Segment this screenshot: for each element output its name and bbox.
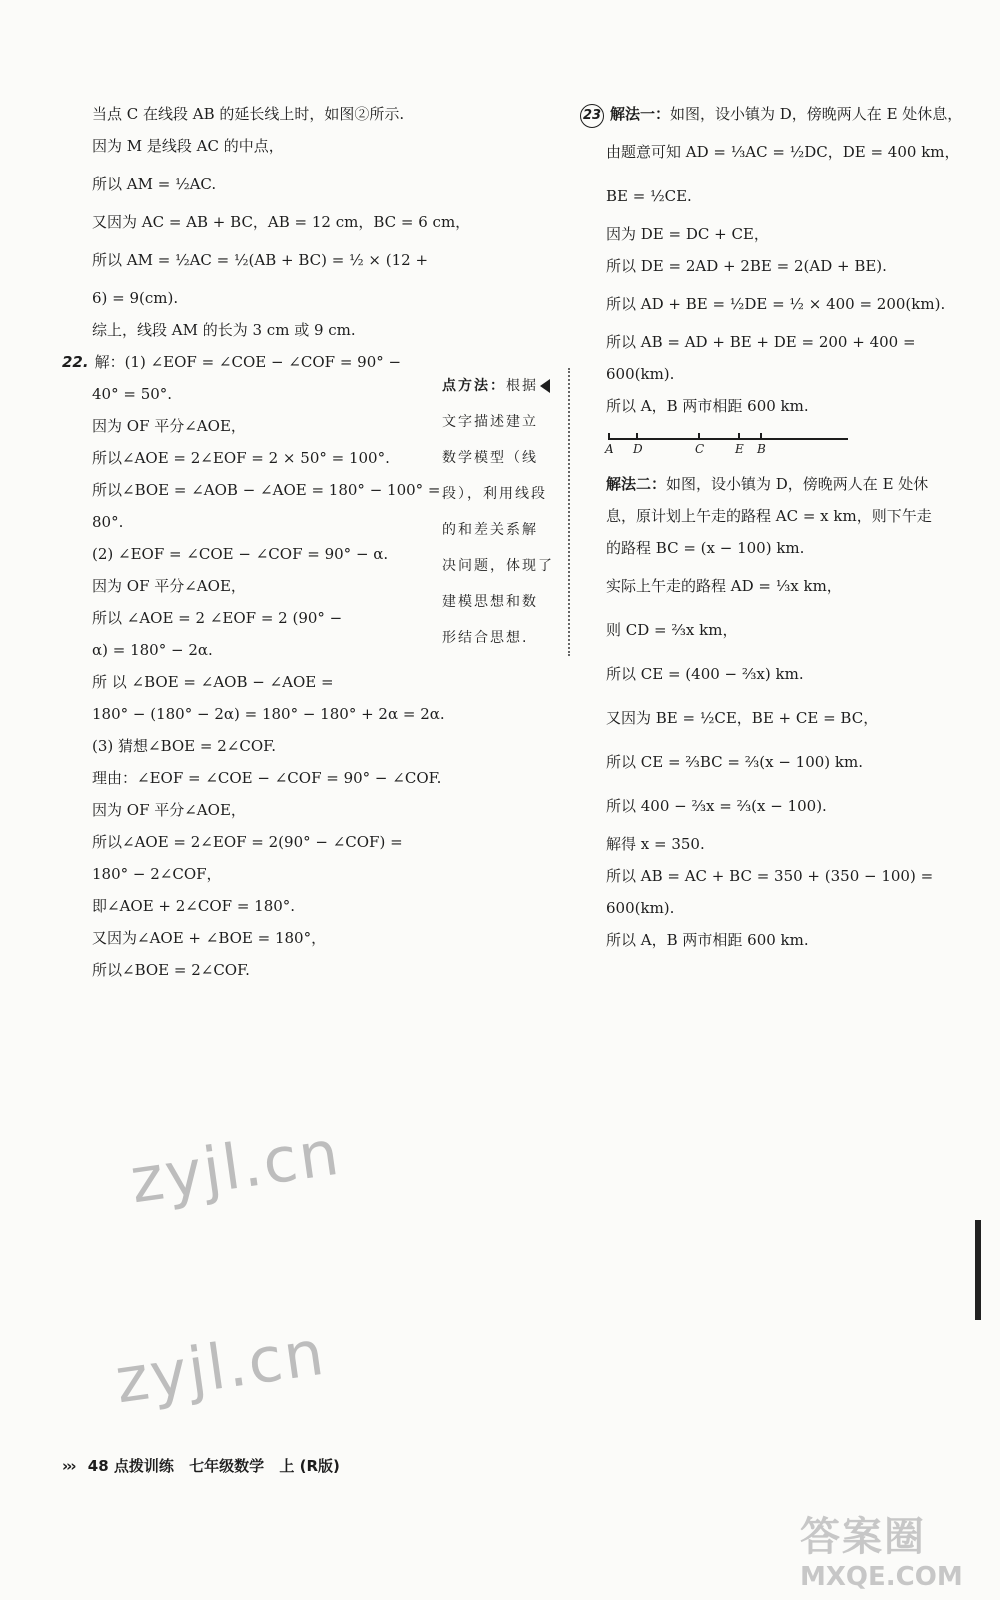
solution-line: 因为 M 是线段 AC 的中点， — [92, 137, 284, 155]
segment-point-tick — [608, 433, 610, 439]
solution-line: 解得 x = 350. — [606, 835, 705, 853]
solution-line: 又因为∠AOE + ∠BOE = 180°， — [92, 929, 327, 947]
problem-number: 22. — [62, 353, 89, 371]
solution-line: 因为 OF 平分∠AOE， — [92, 577, 246, 595]
solution-line: 所以∠BOE = 2∠COF. — [92, 961, 250, 979]
segment-point-tick — [738, 433, 740, 439]
problem-22-first-line — [62, 346, 432, 378]
solution-line: 所 以 ∠BOE = ∠AOB − ∠AOE = — [92, 673, 334, 691]
volume-label: 上 — [279, 1457, 295, 1475]
tip-line: 决问题，体现了 — [442, 558, 554, 574]
solution-line: 由题意可知 AD = ⅓AC = ½DC，DE = 400 km， — [606, 143, 960, 161]
solution-line: 所以 AB = AC + BC = 350 + (350 − 100) = — [606, 867, 934, 885]
segment-point-label: D — [633, 442, 643, 456]
solution-line: 80°. — [92, 513, 124, 531]
solution-line: 600(km). — [606, 365, 675, 383]
segment-point-label: B — [757, 442, 766, 456]
method-label: 解法一： — [610, 105, 671, 123]
solution-line: α) = 180° − 2α. — [92, 641, 213, 659]
page-edge-mark — [975, 1220, 981, 1320]
tip-line: 的和差关系解 — [442, 522, 538, 538]
segment-diagram — [605, 422, 868, 468]
solution-line: 600(km). — [606, 899, 675, 917]
solution-line: 所以 AD + BE = ½DE = ½ × 400 = 200(km). — [606, 295, 946, 313]
solution-text: 解：(1) ∠EOF = ∠COE − ∠COF = 90° − — [94, 353, 402, 371]
solution-line: 理由：∠EOF = ∠COE − ∠COF = 90° − ∠COF. — [92, 769, 442, 787]
solution-line: 所以∠AOE = 2∠EOF = 2 × 50° = 100°. — [92, 449, 390, 467]
segment-point-label: C — [695, 442, 705, 456]
page-number: 48 — [87, 1457, 109, 1475]
solution-line: 综上，线段 AM 的长为 3 cm 或 9 cm. — [92, 321, 356, 339]
watermark-text: zyjl.cn — [125, 1115, 345, 1218]
solution-line: (3) 猜想∠BOE = 2∠COF. — [92, 737, 276, 755]
segment-point-tick — [636, 433, 638, 439]
tip-line: 建模思想和数 — [442, 594, 538, 610]
solution-line: 180° − 2∠COF， — [92, 865, 222, 883]
solution-line: 所以 DE = 2AD + 2BE = 2(AD + BE). — [606, 257, 887, 275]
solution-line: 所以 A，B 两市相距 600 km. — [606, 931, 809, 949]
tip-line: 根据 — [506, 378, 538, 394]
segment-line — [608, 438, 848, 440]
solution-line: 所以 400 − ⅔x = ⅔(x − 100). — [606, 797, 827, 815]
solution-line: 40° = 50°. — [92, 385, 173, 403]
method-2-first-line — [580, 468, 958, 500]
solution-line: 所以 AM = ½AC. — [92, 175, 217, 193]
method-label: 解法二： — [606, 475, 667, 493]
segment-point-tick — [760, 433, 762, 439]
solution-line: 所以 ∠AOE = 2 ∠EOF = 2 (90° − — [92, 609, 343, 627]
solution-line: 当点 C 在线段 AB 的延长线上时，如图②所示. — [92, 105, 405, 123]
solution-line: 又因为 AC = AB + BC，AB = 12 cm，BC = 6 cm， — [92, 213, 471, 231]
method-tip-box — [442, 368, 570, 656]
book-title: 点拨训练 — [113, 1457, 174, 1475]
solution-line: 因为 OF 平分∠AOE， — [92, 801, 246, 819]
solution-line: (2) ∠EOF = ∠COE − ∠COF = 90° − α. — [92, 545, 389, 563]
solution-line: 所以 AM = ½AC = ½(AB + BC) = ½ × (12 + — [92, 251, 429, 269]
solution-line: 息，原计划上午走的路程 AC = x km，则下午走 — [606, 507, 932, 525]
segment-point-tick — [698, 433, 700, 439]
solution-line: 因为 DE = DC + CE， — [606, 225, 769, 243]
page-footer — [62, 1455, 340, 1476]
solution-text: 如图，设小镇为 D，傍晚两人在 E 处休息， — [670, 105, 963, 123]
tip-line: 文字描述建立 — [442, 414, 538, 430]
right-column — [580, 98, 963, 956]
logo-cn-text: 答案圈 — [800, 1514, 926, 1560]
segment-point-label: A — [605, 442, 614, 456]
left-column — [62, 98, 471, 986]
solution-line: 的路程 BC = (x − 100) km. — [606, 539, 805, 557]
chevrons-icon: ››› — [62, 1457, 75, 1475]
triangle-pointer-icon — [540, 379, 550, 393]
watermark-text: zyjl.cn — [110, 1315, 330, 1418]
segment-point-label: E — [735, 442, 744, 456]
logo-en-text: MXQE.COM — [800, 1562, 963, 1592]
site-logo-watermark — [800, 1505, 990, 1592]
solution-line: 实际上午走的路程 AD = ⅓x km， — [606, 577, 842, 595]
grade-label: 七年级数学 — [189, 1457, 265, 1475]
solution-line: 所以 CE = (400 − ⅔x) km. — [606, 665, 804, 683]
solution-line: 又因为 BE = ½CE，BE + CE = BC， — [606, 709, 879, 727]
solution-line: 所以 AB = AD + BE + DE = 200 + 400 = — [606, 333, 916, 351]
solution-line: 6) = 9(cm). — [92, 289, 179, 307]
solution-line: 即∠AOE + 2∠COF = 180°. — [92, 897, 296, 915]
solution-line: 180° − (180° − 2α) = 180° − 180° + 2α = 2α. — [92, 705, 445, 723]
problem-23-first-line — [580, 98, 963, 130]
solution-line: 所以∠BOE = ∠AOB − ∠AOE = 180° − 100° = — [92, 481, 441, 499]
solution-line: 所以 CE = ⅔BC = ⅔(x − 100) km. — [606, 753, 864, 771]
solution-line: 因为 OF 平分∠AOE， — [92, 417, 246, 435]
tip-line: 段），利用线段 — [442, 486, 547, 502]
solution-line: 所以 A，B 两市相距 600 km. — [606, 397, 809, 415]
solution-line: 则 CD = ⅔x km， — [606, 621, 738, 639]
solution-text: 如图，设小镇为 D，傍晚两人在 E 处休 — [666, 475, 929, 493]
tip-line: 数学模型（线 — [442, 450, 538, 466]
problem-number-circle: 23 — [580, 104, 604, 128]
tip-title: 点方法： — [442, 378, 506, 394]
solution-line: BE = ½CE. — [606, 187, 692, 205]
tip-first-line — [442, 368, 562, 404]
tip-line: 形结合思想. — [442, 630, 529, 646]
solution-line: 所以∠AOE = 2∠EOF = 2(90° − ∠COF) = — [92, 833, 403, 851]
edition-label: (R版) — [299, 1457, 340, 1475]
